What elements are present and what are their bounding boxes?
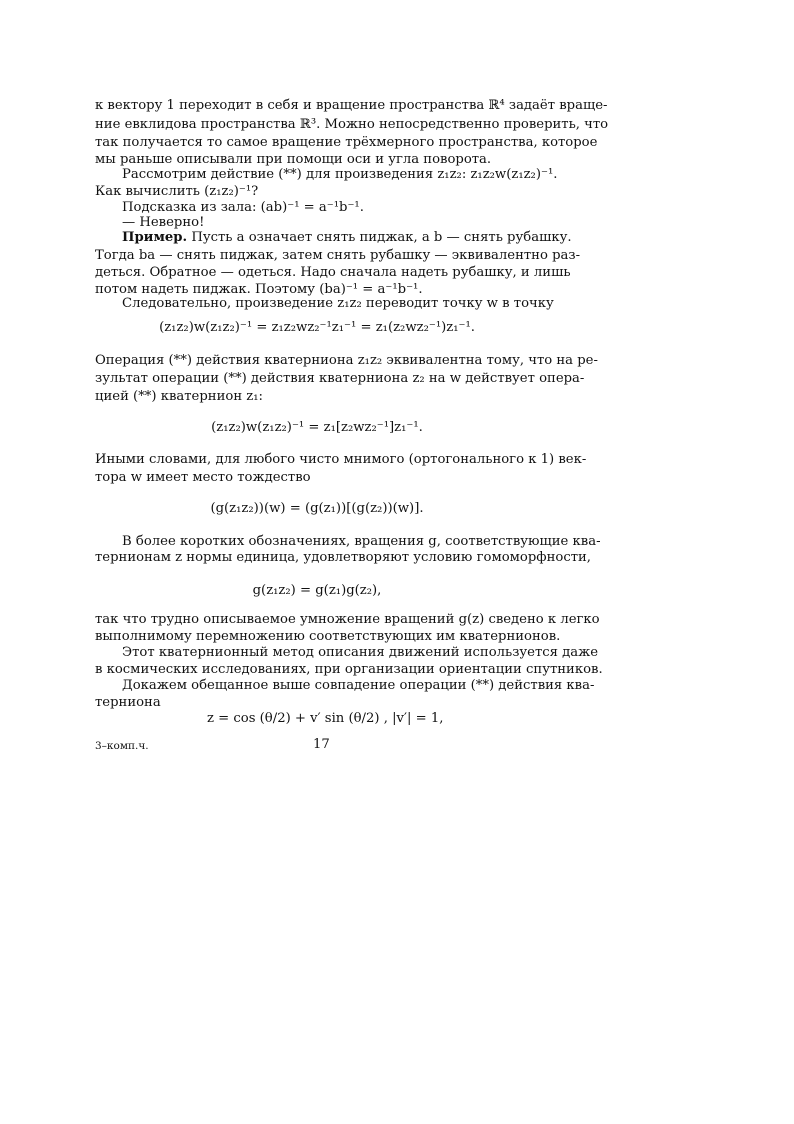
text-line-10: Тогда ba — снять пиджак, затем снять рубашку — эквивалентно раз- [95,248,581,263]
text-line-9 [95,230,572,245]
text-line-8: — Неверно! [122,215,205,230]
example-label: Пример. [122,230,188,245]
equation-1: (z₁z₂)w(z₁z₂)⁻¹ = z₁z₂wz₂⁻¹z₁⁻¹ = z₁(z₂wz₂⁻¹)z₁⁻¹. [159,320,475,335]
equation-2: (z₁z₂)w(z₁z₂)⁻¹ = z₁[z₂wz₂⁻¹]z₁⁻¹. [211,420,423,435]
text-line-4: мы раньше описывали при помощи оси и угла поворота. [95,152,492,167]
text-line-2: ние евклидова пространства ℝ³. Можно непосредственно проверить, что [95,117,609,132]
text-line-21: так что трудно описываемое умножение вращений g(z) сведено к легко [95,612,600,627]
text-line-12: потом надеть пиджак. Поэтому (ba)⁻¹ = a⁻¹b⁻¹. [95,282,423,297]
text-line-1: к вектору 1 переходит в себя и вращение пространства ℝ⁴ задаёт враще- [95,98,608,113]
text-line-25: Докажем обещанное выше совпадение операции (**) действия ква- [122,678,595,693]
text-line-19: В более коротких обозначениях, вращения g, соответствующие ква- [122,534,601,549]
text-line-20: тернионам z нормы единица, удовлетворяют условию гомоморфности, [95,550,591,565]
text-line-11: деться. Обратное — одеться. Надо сначала надеть рубашку, и лишь [95,265,571,280]
signature-mark: 3–комп.ч. [95,740,149,752]
text-line-15: зультат операции (**) действия кватерниона z₂ на w действует опера- [95,371,585,386]
equation-5: z = cos (θ/2) + v′ sin (θ/2) , |v′| = 1, [207,711,444,726]
text-line-18: тора w имеет место тождество [95,470,311,485]
example-text: Пусть a означает снять пиджак, а b — снять рубашку. [191,230,572,245]
text-line-3: так получается то самое вращение трёхмерного пространства, которое [95,135,598,150]
text-line-22: выполнимому перемножению соответствующих им кватернионов. [95,629,561,644]
equation-3: (g(z₁z₂))(w) = (g(z₁))[(g(z₂))(w)]. [210,501,424,516]
text-line-7: Подсказка из зала: (ab)⁻¹ = a⁻¹b⁻¹. [122,200,364,215]
equation-4: g(z₁z₂) = g(z₁)g(z₂), [252,583,382,598]
text-line-16: цией (**) кватернион z₁: [95,389,263,404]
text-line-24: в космических исследованиях, при организации ориентации спутников. [95,662,603,677]
text-line-5: Рассмотрим действие (**) для произведения z₁z₂: z₁z₂w(z₁z₂)⁻¹. [122,167,558,182]
text-line-17: Иными словами, для любого чисто мнимого (ортогонального к 1) век- [95,452,587,467]
text-line-23: Этот кватернионный метод описания движений используется даже [122,645,599,660]
text-line-13: Следовательно, произведение z₁z₂ переводит точку w в точку [122,296,554,311]
text-line-26: терниона [95,695,161,710]
page-number: 17 [313,737,330,752]
text-line-6: Как вычислить (z₁z₂)⁻¹? [95,184,259,199]
text-line-14: Операция (**) действия кватерниона z₁z₂ эквивалентна тому, что на ре- [95,353,598,368]
